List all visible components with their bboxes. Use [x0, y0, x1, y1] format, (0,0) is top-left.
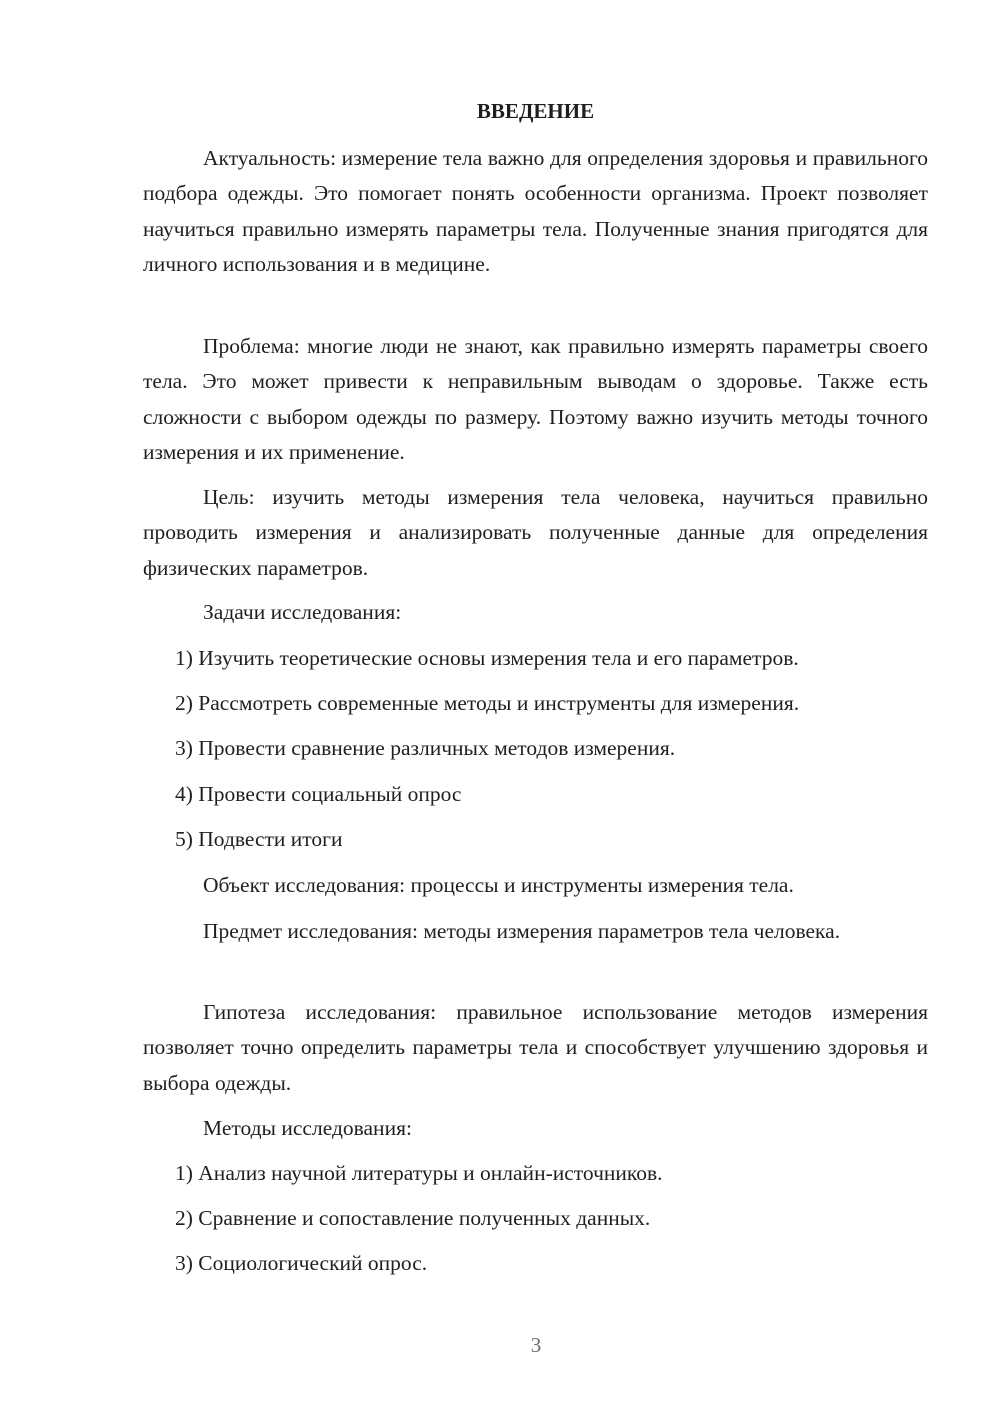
goal-paragraph: Цель: изучить методы измерения тела человека, научиться правильно проводить измерения и анализировать полученные данные для определения физических параметров. [143, 485, 928, 580]
section-heading: ВВЕДЕНИЕ [476, 99, 595, 123]
problem-paragraph: Проблема: многие люди не знают, как правильно измерять параметры своего тела. Это может привести к неправильным выводам о здоровье. Также есть сложности с выбором одежды по размеру. Поэтому важно изучить методы точного измерения и их применение. [143, 334, 928, 465]
relevance-paragraph: Актуальность: измерение тела важно для определения здоровья и правильного подбора одежды. Это помогает понять особенности организма. Проект позволяет научиться правильно измерять параметры тела. Полученные знания пригодятся для личного использования и в медицине. [143, 146, 928, 277]
task-item-3: 3) Провести сравнение различных методов измерения. [175, 736, 676, 760]
tasks-heading: Задачи исследования: [203, 600, 402, 624]
task-item-2: 2) Рассмотреть современные методы и инструменты для измерения. [175, 691, 800, 715]
task-item-1: 1) Изучить теоретические основы измерения тела и его параметров. [175, 646, 799, 670]
methods-heading: Методы исследования: [203, 1116, 412, 1140]
task-item-4: 4) Провести социальный опрос [175, 782, 462, 806]
object-paragraph: Объект исследования: процессы и инструменты измерения тела. [203, 873, 794, 897]
method-item-2: 2) Сравнение и сопоставление полученных данных. [175, 1206, 651, 1230]
task-item-5: 5) Подвести итоги [175, 827, 343, 851]
method-item-3: 3) Социологический опрос. [175, 1251, 428, 1275]
method-item-1: 1) Анализ научной литературы и онлайн-источников. [175, 1161, 663, 1185]
subject-paragraph: Предмет исследования: методы измерения параметров тела человека. [203, 919, 841, 943]
hypothesis-paragraph: Гипотеза исследования: правильное использование методов измерения позволяет точно определить параметры тела и способствует улучшению здоровья и выбора одежды. [143, 1000, 928, 1095]
page-number: 3 [530, 1333, 542, 1357]
